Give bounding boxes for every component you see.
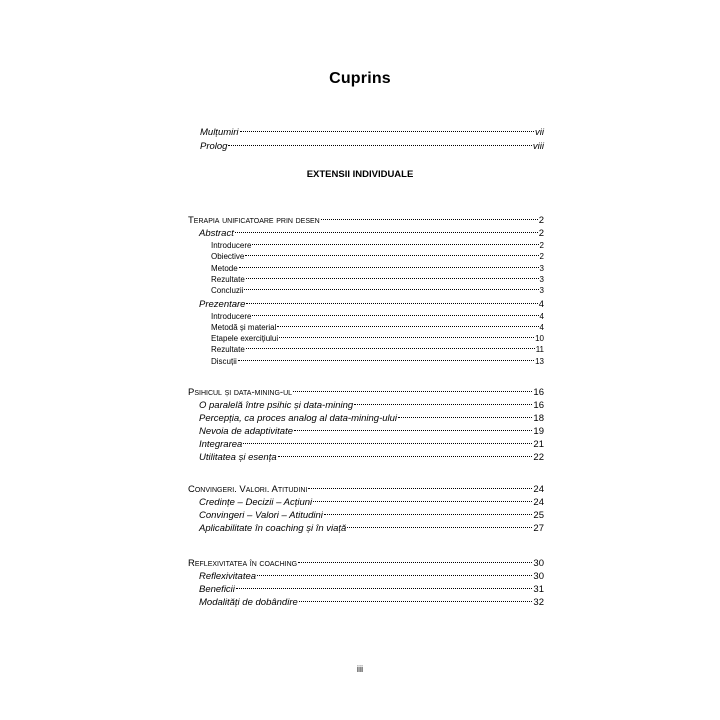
toc-entry-label: Concluzii — [211, 286, 244, 296]
toc-entry-label: O paralelă între psihic și data-mining — [199, 400, 354, 411]
toc-entry-label: Modalități de dobândire — [199, 597, 298, 608]
toc-entry-label: Mulțumiri — [200, 127, 239, 138]
toc-entry-label: Aplicabilitate în coaching și în viață — [199, 523, 347, 534]
toc-entry-page: 30 — [533, 571, 544, 582]
toc-entry-page: 19 — [533, 426, 544, 437]
toc-entry-label: Credințe – Decizii – Acțiuni — [199, 497, 313, 508]
dot-leader — [277, 315, 538, 327]
toc-entry-label: Prezentare — [199, 298, 246, 310]
toc-entry-page: 24 — [533, 497, 544, 508]
toc-entry-label: Introducere — [211, 241, 252, 250]
toc-entry-page: 18 — [533, 413, 544, 424]
toc-entry-page: 27 — [533, 523, 544, 534]
toc-entry-page: vii — [535, 127, 544, 138]
toc-entry-label: Discuții — [211, 356, 237, 366]
dot-leader — [398, 405, 532, 418]
toc-entry-page: 3 — [539, 274, 544, 284]
dot-leader — [245, 244, 538, 256]
dot-leader — [321, 207, 538, 220]
dot-leader — [298, 550, 532, 563]
toc-entry-label: Prolog — [200, 141, 228, 152]
toc-entry-label: Reflexivitatea — [199, 571, 257, 582]
dot-leader — [246, 291, 537, 304]
dot-leader — [246, 337, 535, 349]
toc-entry-label: Nevoia de adaptivitate — [199, 426, 294, 437]
toc-entry-label: Metodă și material — [211, 322, 277, 332]
dot-leader — [240, 119, 534, 132]
dot-leader — [313, 489, 532, 502]
toc-entry-page: 22 — [533, 452, 544, 463]
toc-entry-label: Utilitatea și esența — [199, 452, 277, 463]
toc-entry-page: 30 — [533, 558, 544, 569]
dot-leader — [252, 233, 538, 245]
dot-leader — [299, 589, 533, 602]
toc-entry-label: Introducere — [211, 311, 252, 321]
dot-leader — [228, 133, 531, 146]
dot-leader — [347, 515, 532, 528]
toc-entry-label: Rezultate — [211, 274, 245, 284]
dot-leader — [238, 349, 534, 361]
toc-entry-page: 2 — [539, 252, 544, 262]
toc-entry-page: 3 — [539, 286, 544, 296]
dot-leader — [246, 267, 539, 279]
toc-entry-page: 4 — [539, 311, 544, 321]
toc-subsection-entry[interactable] — [211, 352, 544, 366]
dot-leader — [236, 576, 533, 589]
toc-entry-label: Abstract — [199, 228, 234, 239]
dot-leader — [279, 326, 534, 338]
toc-entry-page: 4 — [538, 298, 544, 310]
toc-entry-page: 10 — [535, 334, 544, 344]
toc-entry-label: Percepția, ca proces analog al data-mining-ului — [199, 413, 398, 424]
toc-entry-page: 16 — [533, 400, 544, 411]
toc-section-entry[interactable] — [199, 592, 544, 608]
dot-leader — [257, 563, 532, 576]
toc-front-entry[interactable] — [200, 136, 544, 152]
toc-entry-label: Convingeri. Valori. Atitudini — [188, 484, 308, 495]
dot-leader — [354, 392, 532, 405]
toc-entry-label: Metode — [211, 263, 238, 273]
dot-leader — [278, 444, 533, 457]
toc-entry-page: 4 — [539, 322, 544, 332]
toc-entry-page: 3 — [539, 263, 544, 273]
toc-entry-label: Etapele exercițiului — [211, 334, 279, 344]
toc-entry-page: viii — [532, 141, 544, 152]
toc-entry-page: 24 — [533, 484, 544, 495]
dot-leader — [243, 431, 532, 444]
dot-leader — [244, 278, 538, 290]
toc-entry-label: Rezultate — [211, 345, 245, 355]
toc-entry-page: 13 — [535, 356, 544, 366]
toc-entry-page: 31 — [533, 584, 544, 595]
toc-entry-label: Integrarea — [199, 439, 243, 450]
toc-entry-page: 32 — [533, 597, 544, 608]
toc-section-entry[interactable] — [199, 447, 544, 463]
toc-entry-label: Convingeri – Valori – Atitudini — [199, 510, 323, 521]
toc-entry-label: Beneficii — [199, 584, 235, 595]
dot-leader — [293, 379, 532, 392]
dot-leader — [324, 502, 533, 515]
toc-entry-page: 21 — [533, 439, 544, 450]
dot-leader — [294, 418, 532, 431]
toc-entry-page: 11 — [535, 345, 544, 355]
page-number: iii — [356, 664, 364, 675]
toc-entry-page: 2 — [539, 241, 544, 250]
toc-entry-page: 25 — [533, 510, 544, 521]
toc-entry-page: 16 — [533, 387, 544, 398]
section-heading: EXTENSII INDIVIDUALE — [306, 169, 414, 180]
page-title: Cuprins — [329, 70, 391, 87]
toc-entry-page: 2 — [538, 215, 544, 226]
dot-leader — [239, 256, 539, 268]
toc-entry-label: Psihicul și data-mining-ul — [188, 387, 293, 398]
dot-leader — [308, 476, 532, 489]
toc-entry-label: Reflexivitatea în coaching — [188, 558, 298, 569]
dot-leader — [252, 304, 538, 316]
toc-entry-label: Obiective — [211, 252, 245, 262]
dot-leader — [235, 220, 538, 233]
toc-section-entry[interactable] — [199, 518, 544, 534]
toc-entry-page: 2 — [538, 228, 544, 239]
toc-entry-label: Terapia unificatoare prin desen — [188, 215, 320, 226]
